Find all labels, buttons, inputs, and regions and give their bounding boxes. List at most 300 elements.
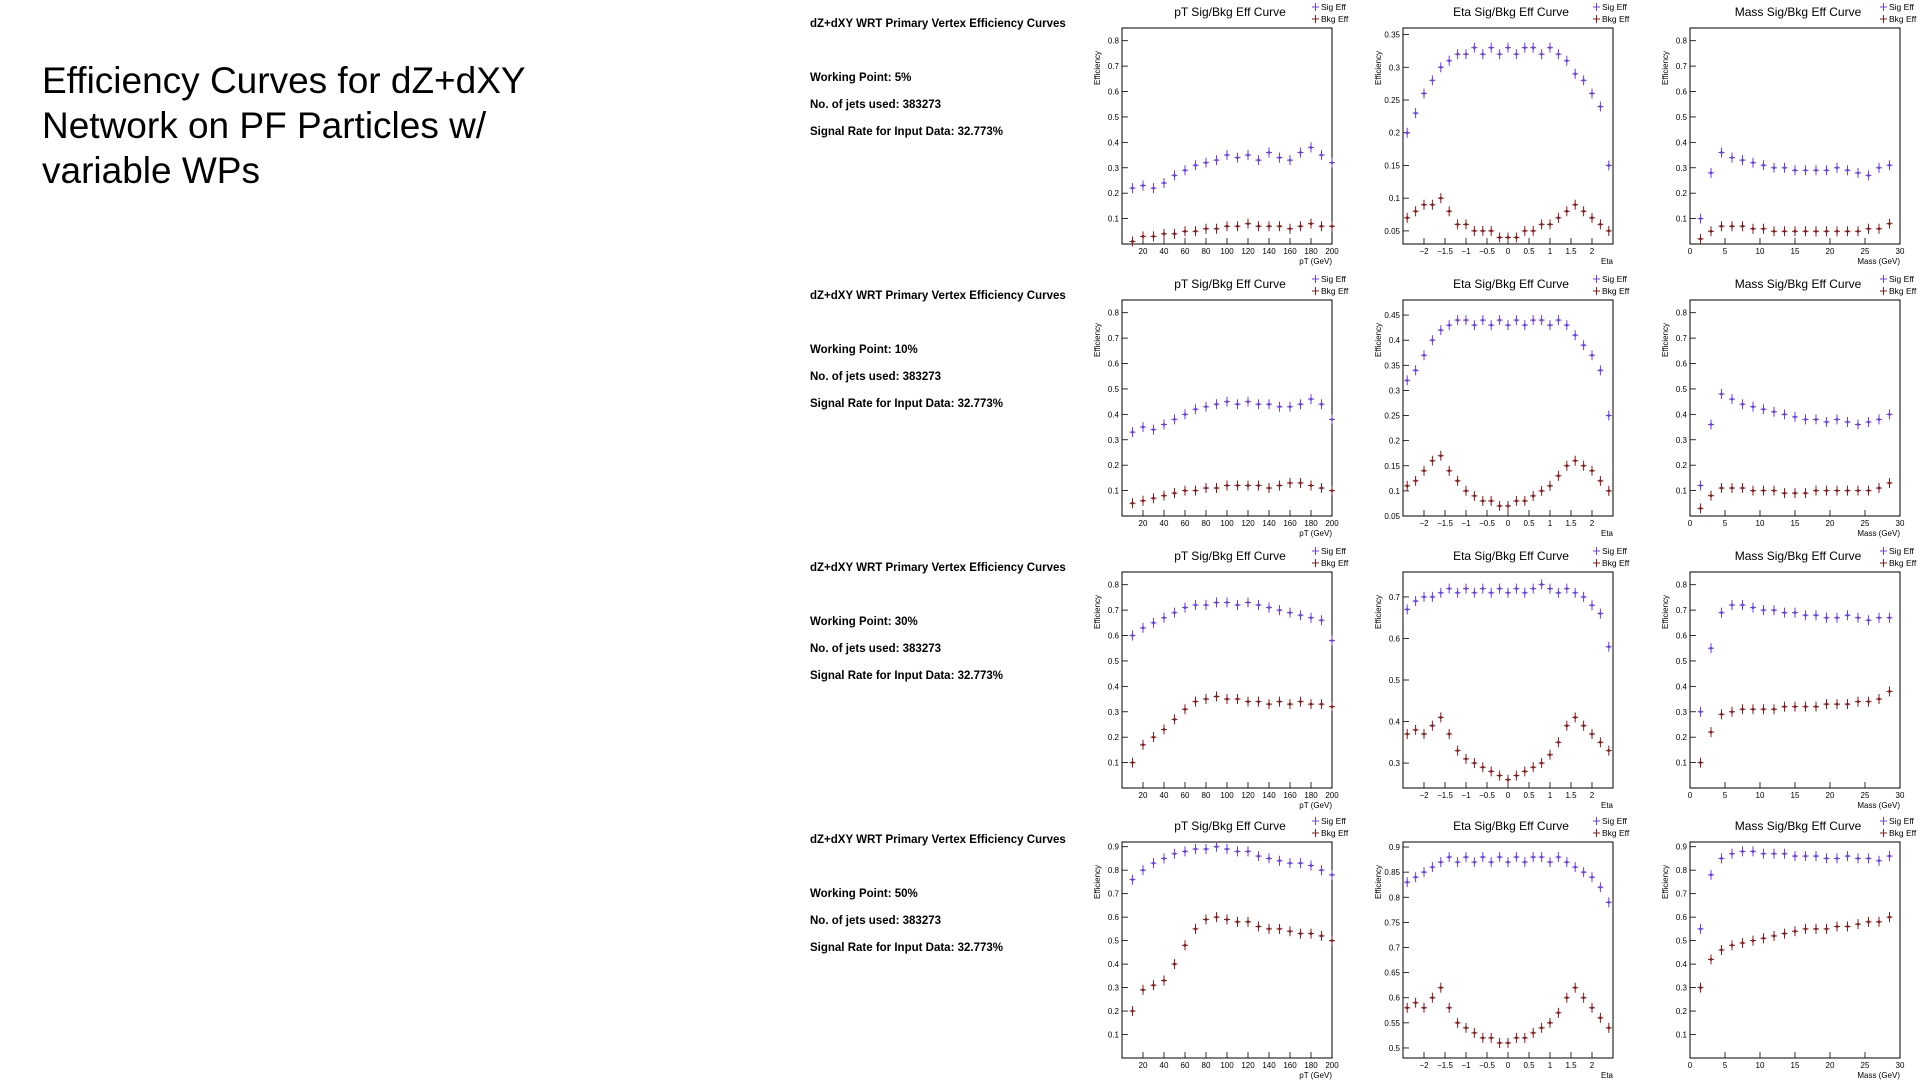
y-tick-label: 0.5 — [1388, 1043, 1400, 1053]
x-tick-label: 120 — [1241, 791, 1255, 800]
data-point — [1173, 718, 1176, 721]
data-point — [1720, 393, 1723, 396]
legend-label: Bkg Eff — [1889, 828, 1917, 838]
data-point — [1490, 324, 1493, 327]
data-point — [1815, 855, 1818, 858]
x-tick-label: 40 — [1159, 519, 1169, 528]
data-point — [1473, 861, 1476, 864]
legend-label: Bkg Eff — [1321, 286, 1349, 296]
data-point — [1540, 489, 1543, 492]
y-axis-label: Efficiency — [1374, 322, 1383, 358]
y-tick-label: 0.05 — [1384, 226, 1400, 236]
data-point — [1431, 996, 1434, 999]
data-point — [1163, 979, 1166, 982]
y-tick-label: 0.8 — [1675, 580, 1687, 590]
data-point — [1523, 1037, 1526, 1040]
chart-title: pT Sig/Bkg Eff Curve — [1174, 5, 1286, 19]
y-tick-label: 0.45 — [1384, 311, 1400, 321]
y-tick-label: 0.4 — [1107, 138, 1119, 148]
data-point — [1257, 159, 1260, 162]
data-point — [1194, 408, 1197, 411]
y-tick-label: 0.8 — [1388, 893, 1400, 903]
y-tick-label: 0.8 — [1107, 308, 1119, 318]
y-tick-label: 0.3 — [1675, 707, 1687, 717]
y-tick-label: 0.1 — [1107, 758, 1119, 768]
data-point — [1710, 731, 1713, 734]
x-tick-label: 180 — [1304, 791, 1318, 800]
data-point — [1226, 225, 1229, 228]
x-tick-label: 10 — [1755, 247, 1765, 256]
data-point — [1532, 230, 1535, 233]
chart-1 — [1093, 2, 1349, 266]
x-tick-label: 2 — [1589, 791, 1595, 800]
data-point — [1498, 774, 1501, 777]
y-tick-label: 0.2 — [1675, 733, 1687, 743]
data-point — [1857, 489, 1860, 492]
y-tick-label: 0.35 — [1384, 30, 1400, 40]
data-point — [1152, 497, 1155, 500]
data-point — [1247, 154, 1250, 157]
data-point — [1131, 187, 1134, 190]
data-point — [1406, 379, 1409, 382]
data-point — [1752, 850, 1755, 853]
data-point — [1794, 415, 1797, 418]
data-point — [1423, 871, 1426, 874]
data-point — [1152, 862, 1155, 865]
data-point — [1523, 770, 1526, 773]
data-point — [1557, 591, 1560, 594]
data-point — [1236, 920, 1239, 923]
data-point — [1431, 459, 1434, 462]
y-axis-label: Efficiency — [1093, 864, 1102, 900]
chart-title: Eta Sig/Bkg Eff Curve — [1453, 5, 1569, 19]
y-tick-label: 0.1 — [1675, 1030, 1687, 1040]
legend-label: Sig Eff — [1602, 274, 1627, 284]
x-tick-label: 0.5 — [1523, 791, 1535, 800]
data-point — [1773, 230, 1776, 233]
data-point — [1599, 479, 1602, 482]
data-point — [1278, 700, 1281, 703]
x-tick-label: 30 — [1895, 1061, 1905, 1070]
data-point — [1507, 324, 1510, 327]
data-point — [1481, 319, 1484, 322]
y-tick-label: 0.8 — [1675, 866, 1687, 876]
data-point — [1540, 856, 1543, 859]
x-tick-label: 200 — [1325, 791, 1339, 800]
data-point — [1523, 46, 1526, 49]
data-point — [1299, 403, 1302, 406]
y-tick-label: 0.4 — [1107, 960, 1119, 970]
x-tick-label: 40 — [1159, 247, 1169, 256]
data-point — [1173, 963, 1176, 966]
x-tick-label: 15 — [1790, 519, 1800, 528]
data-point — [1257, 225, 1260, 228]
data-point — [1794, 492, 1797, 495]
y-tick-label: 0.9 — [1388, 843, 1400, 853]
y-axis-label: Efficiency — [1374, 594, 1383, 630]
info-signal-rate: Signal Rate for Input Data: 32.773% — [810, 398, 1003, 410]
data-point — [1699, 484, 1702, 487]
sig-eff-series — [1698, 148, 1893, 224]
data-point — [1289, 227, 1292, 230]
data-point — [1773, 708, 1776, 711]
data-point — [1131, 878, 1134, 881]
data-point — [1215, 845, 1218, 848]
data-point — [1498, 236, 1501, 239]
data-point — [1481, 53, 1484, 56]
slide-title-line-1: Efficiency Curves for dZ+dXY — [42, 60, 526, 101]
y-tick-label: 0.4 — [1107, 682, 1119, 692]
data-point — [1257, 925, 1260, 928]
data-point — [1142, 989, 1145, 992]
data-point — [1582, 871, 1585, 874]
data-point — [1184, 944, 1187, 947]
data-point — [1591, 604, 1594, 607]
data-point — [1481, 230, 1484, 233]
data-point — [1825, 230, 1828, 233]
x-axis-label: Eta — [1600, 1071, 1613, 1080]
data-point — [1331, 418, 1334, 421]
data-point — [1439, 986, 1442, 989]
y-tick-label: 0.8 — [1107, 866, 1119, 876]
legend-label: Sig Eff — [1889, 2, 1914, 12]
x-tick-label: 140 — [1262, 519, 1276, 528]
data-point — [1574, 459, 1577, 462]
data-point — [1257, 700, 1260, 703]
x-tick-label: 2 — [1589, 519, 1595, 528]
data-point — [1549, 484, 1552, 487]
data-point — [1867, 619, 1870, 622]
data-point — [1752, 227, 1755, 230]
data-point — [1310, 864, 1313, 867]
data-point — [1582, 79, 1585, 82]
data-point — [1448, 1006, 1451, 1009]
plot-frame — [1403, 842, 1613, 1058]
x-axis-label: Mass (GeV) — [1857, 1071, 1900, 1080]
data-point — [1473, 1031, 1476, 1034]
legend-label: Sig Eff — [1889, 816, 1914, 826]
info-working-point: Working Point: 50% — [810, 888, 918, 900]
data-point — [1565, 861, 1568, 864]
data-point — [1299, 482, 1302, 485]
x-tick-label: 160 — [1283, 247, 1297, 256]
plot-frame — [1690, 28, 1900, 244]
data-point — [1289, 159, 1292, 162]
data-point — [1142, 627, 1145, 630]
x-axis-label: pT (GeV) — [1299, 257, 1332, 266]
x-tick-label: 30 — [1895, 247, 1905, 256]
data-point — [1406, 484, 1409, 487]
data-point — [1878, 616, 1881, 619]
data-point — [1867, 421, 1870, 424]
data-point — [1591, 1006, 1594, 1009]
data-point — [1423, 733, 1426, 736]
data-point — [1490, 1037, 1493, 1040]
data-point — [1762, 408, 1765, 411]
data-point — [1591, 216, 1594, 219]
data-point — [1205, 604, 1208, 607]
legend-label: Bkg Eff — [1889, 286, 1917, 296]
y-tick-label: 0.5 — [1107, 384, 1119, 394]
data-point — [1532, 766, 1535, 769]
info-signal-rate: Signal Rate for Input Data: 32.773% — [810, 126, 1003, 138]
y-tick-label: 0.5 — [1675, 112, 1687, 122]
x-tick-label: 200 — [1325, 519, 1339, 528]
y-tick-label: 0.9 — [1107, 842, 1119, 852]
chart-title: pT Sig/Bkg Eff Curve — [1174, 549, 1286, 563]
sig-eff-series — [1130, 842, 1336, 885]
data-point — [1773, 410, 1776, 413]
data-point — [1236, 403, 1239, 406]
data-point — [1846, 703, 1849, 706]
data-point — [1857, 423, 1860, 426]
data-point — [1226, 601, 1229, 604]
data-point — [1599, 612, 1602, 615]
data-point — [1215, 601, 1218, 604]
data-point — [1278, 225, 1281, 228]
data-point — [1752, 606, 1755, 609]
data-point — [1607, 749, 1610, 752]
y-tick-label: 0.6 — [1675, 87, 1687, 97]
legend-label: Sig Eff — [1602, 2, 1627, 12]
data-point — [1465, 758, 1468, 761]
data-point — [1236, 225, 1239, 228]
data-point — [1888, 616, 1891, 619]
x-tick-label: 1.5 — [1565, 519, 1577, 528]
data-point — [1599, 1016, 1602, 1019]
x-tick-label: 1.5 — [1565, 791, 1577, 800]
y-tick-label: 0.5 — [1107, 936, 1119, 946]
y-tick-label: 0.4 — [1675, 960, 1687, 970]
data-point — [1783, 932, 1786, 935]
data-point — [1163, 182, 1166, 185]
info-jets-used: No. of jets used: 383273 — [810, 643, 942, 655]
info-signal-rate: Signal Rate for Input Data: 32.773% — [810, 670, 1003, 682]
data-point — [1194, 848, 1197, 851]
y-tick-label: 0.6 — [1675, 913, 1687, 923]
data-point — [1465, 223, 1468, 226]
data-point — [1131, 431, 1134, 434]
data-point — [1574, 334, 1577, 337]
info-working-point: Working Point: 10% — [810, 344, 918, 356]
data-point — [1794, 705, 1797, 708]
data-point — [1473, 762, 1476, 765]
data-point — [1825, 616, 1828, 619]
data-point — [1414, 479, 1417, 482]
x-tick-label: 40 — [1159, 1061, 1169, 1070]
data-point — [1278, 156, 1281, 159]
data-point — [1794, 169, 1797, 172]
bkg-eff-series — [1404, 193, 1612, 242]
data-point — [1226, 698, 1229, 701]
data-point — [1184, 708, 1187, 711]
data-point — [1804, 927, 1807, 930]
y-tick-label: 0.1 — [1675, 758, 1687, 768]
data-point — [1406, 608, 1409, 611]
data-point — [1507, 505, 1510, 508]
x-tick-label: −0.5 — [1479, 519, 1495, 528]
data-point — [1731, 944, 1734, 947]
data-point — [1278, 859, 1281, 862]
data-point — [1226, 400, 1229, 403]
sig-eff-series — [1130, 394, 1336, 437]
data-point — [1599, 369, 1602, 372]
legend-label: Sig Eff — [1889, 546, 1914, 556]
data-point — [1331, 705, 1334, 708]
x-tick-label: −0.5 — [1479, 1061, 1495, 1070]
data-point — [1320, 869, 1323, 872]
data-point — [1599, 741, 1602, 744]
x-tick-label: 80 — [1201, 247, 1211, 256]
data-point — [1456, 223, 1459, 226]
y-tick-label: 0.6 — [1388, 993, 1400, 1003]
data-point — [1431, 724, 1434, 727]
data-point — [1591, 92, 1594, 95]
chart-title: Eta Sig/Bkg Eff Curve — [1453, 819, 1569, 833]
data-point — [1532, 319, 1535, 322]
chart-10 — [1093, 816, 1349, 1080]
legend-label: Sig Eff — [1321, 2, 1346, 12]
x-tick-label: 1 — [1547, 247, 1553, 256]
y-tick-label: 0.35 — [1384, 361, 1400, 371]
data-point — [1825, 489, 1828, 492]
data-point — [1815, 614, 1818, 617]
data-point — [1607, 414, 1610, 417]
data-point — [1523, 230, 1526, 233]
data-point — [1226, 484, 1229, 487]
data-point — [1720, 713, 1723, 716]
data-point — [1741, 225, 1744, 228]
data-point — [1741, 403, 1744, 406]
info-heading: dZ+dXY WRT Primary Vertex Efficiency Curves — [810, 290, 1066, 302]
data-point — [1257, 403, 1260, 406]
data-point — [1481, 1037, 1484, 1040]
data-point — [1523, 324, 1526, 327]
data-point — [1278, 927, 1281, 930]
y-tick-label: 0.2 — [1675, 1007, 1687, 1017]
y-tick-label: 0.4 — [1675, 682, 1687, 692]
bkg-eff-series — [1130, 478, 1336, 508]
data-point — [1710, 171, 1713, 174]
data-point — [1582, 210, 1585, 213]
data-point — [1565, 324, 1568, 327]
bkg-eff-series — [1130, 692, 1336, 768]
data-point — [1226, 154, 1229, 157]
x-tick-label: 0 — [1687, 791, 1693, 800]
x-tick-label: 100 — [1220, 519, 1234, 528]
y-tick-label: 0.1 — [1675, 214, 1687, 224]
data-point — [1406, 1006, 1409, 1009]
data-point — [1532, 587, 1535, 590]
data-point — [1131, 240, 1134, 243]
data-point — [1184, 489, 1187, 492]
x-tick-label: 0 — [1505, 791, 1511, 800]
data-point — [1565, 587, 1568, 590]
x-tick-label: 0 — [1505, 1061, 1511, 1070]
data-point — [1456, 749, 1459, 752]
data-point — [1406, 131, 1409, 134]
legend-label: Bkg Eff — [1602, 828, 1630, 838]
y-tick-label: 0.5 — [1675, 936, 1687, 946]
bkg-eff-series — [1698, 478, 1893, 513]
x-tick-label: 20 — [1138, 1061, 1148, 1070]
data-point — [1163, 423, 1166, 426]
y-tick-label: 0.7 — [1675, 606, 1687, 616]
x-tick-label: −2 — [1419, 247, 1429, 256]
data-point — [1762, 489, 1765, 492]
data-point — [1888, 916, 1891, 919]
data-point — [1794, 855, 1797, 858]
x-tick-label: 15 — [1790, 247, 1800, 256]
x-tick-label: −2 — [1419, 519, 1429, 528]
x-tick-label: 25 — [1860, 519, 1870, 528]
data-point — [1498, 856, 1501, 859]
data-point — [1142, 869, 1145, 872]
data-point — [1414, 876, 1417, 879]
data-point — [1815, 230, 1818, 233]
data-point — [1268, 151, 1271, 154]
data-point — [1205, 405, 1208, 408]
chart-title: Eta Sig/Bkg Eff Curve — [1453, 277, 1569, 291]
x-tick-label: 0.5 — [1523, 519, 1535, 528]
data-point — [1773, 852, 1776, 855]
chart-8 — [1374, 546, 1630, 810]
plot-frame — [1122, 842, 1332, 1058]
data-point — [1574, 986, 1577, 989]
data-point — [1794, 230, 1797, 233]
data-point — [1741, 850, 1744, 853]
slide-title-line-2: Network on PF Particles w/ — [42, 105, 487, 146]
data-point — [1448, 856, 1451, 859]
data-point — [1591, 469, 1594, 472]
data-point — [1414, 728, 1417, 731]
info-jets-used: No. of jets used: 383273 — [810, 99, 942, 111]
data-point — [1720, 949, 1723, 952]
y-tick-label: 0.6 — [1388, 634, 1400, 644]
data-point — [1456, 861, 1459, 864]
data-point — [1752, 405, 1755, 408]
x-tick-label: 200 — [1325, 247, 1339, 256]
y-tick-label: 0.3 — [1388, 63, 1400, 73]
chart-title: pT Sig/Bkg Eff Curve — [1174, 819, 1286, 833]
data-point — [1574, 203, 1577, 206]
data-point — [1515, 500, 1518, 503]
data-point — [1857, 171, 1860, 174]
data-point — [1867, 489, 1870, 492]
data-point — [1804, 492, 1807, 495]
data-point — [1783, 852, 1786, 855]
data-point — [1815, 169, 1818, 172]
data-point — [1448, 733, 1451, 736]
data-point — [1762, 708, 1765, 711]
data-point — [1194, 164, 1197, 167]
data-point — [1607, 645, 1610, 648]
data-point — [1532, 856, 1535, 859]
data-point — [1423, 596, 1426, 599]
x-tick-label: 60 — [1180, 247, 1190, 256]
data-point — [1565, 724, 1568, 727]
data-point — [1888, 690, 1891, 693]
data-point — [1423, 1006, 1426, 1009]
x-tick-label: 5 — [1722, 1061, 1728, 1070]
x-tick-label: 80 — [1201, 519, 1211, 528]
data-point — [1731, 156, 1734, 159]
x-tick-label: 100 — [1220, 1061, 1234, 1070]
data-point — [1773, 935, 1776, 938]
plot-frame — [1403, 300, 1613, 516]
x-tick-label: 1 — [1547, 519, 1553, 528]
data-point — [1236, 156, 1239, 159]
